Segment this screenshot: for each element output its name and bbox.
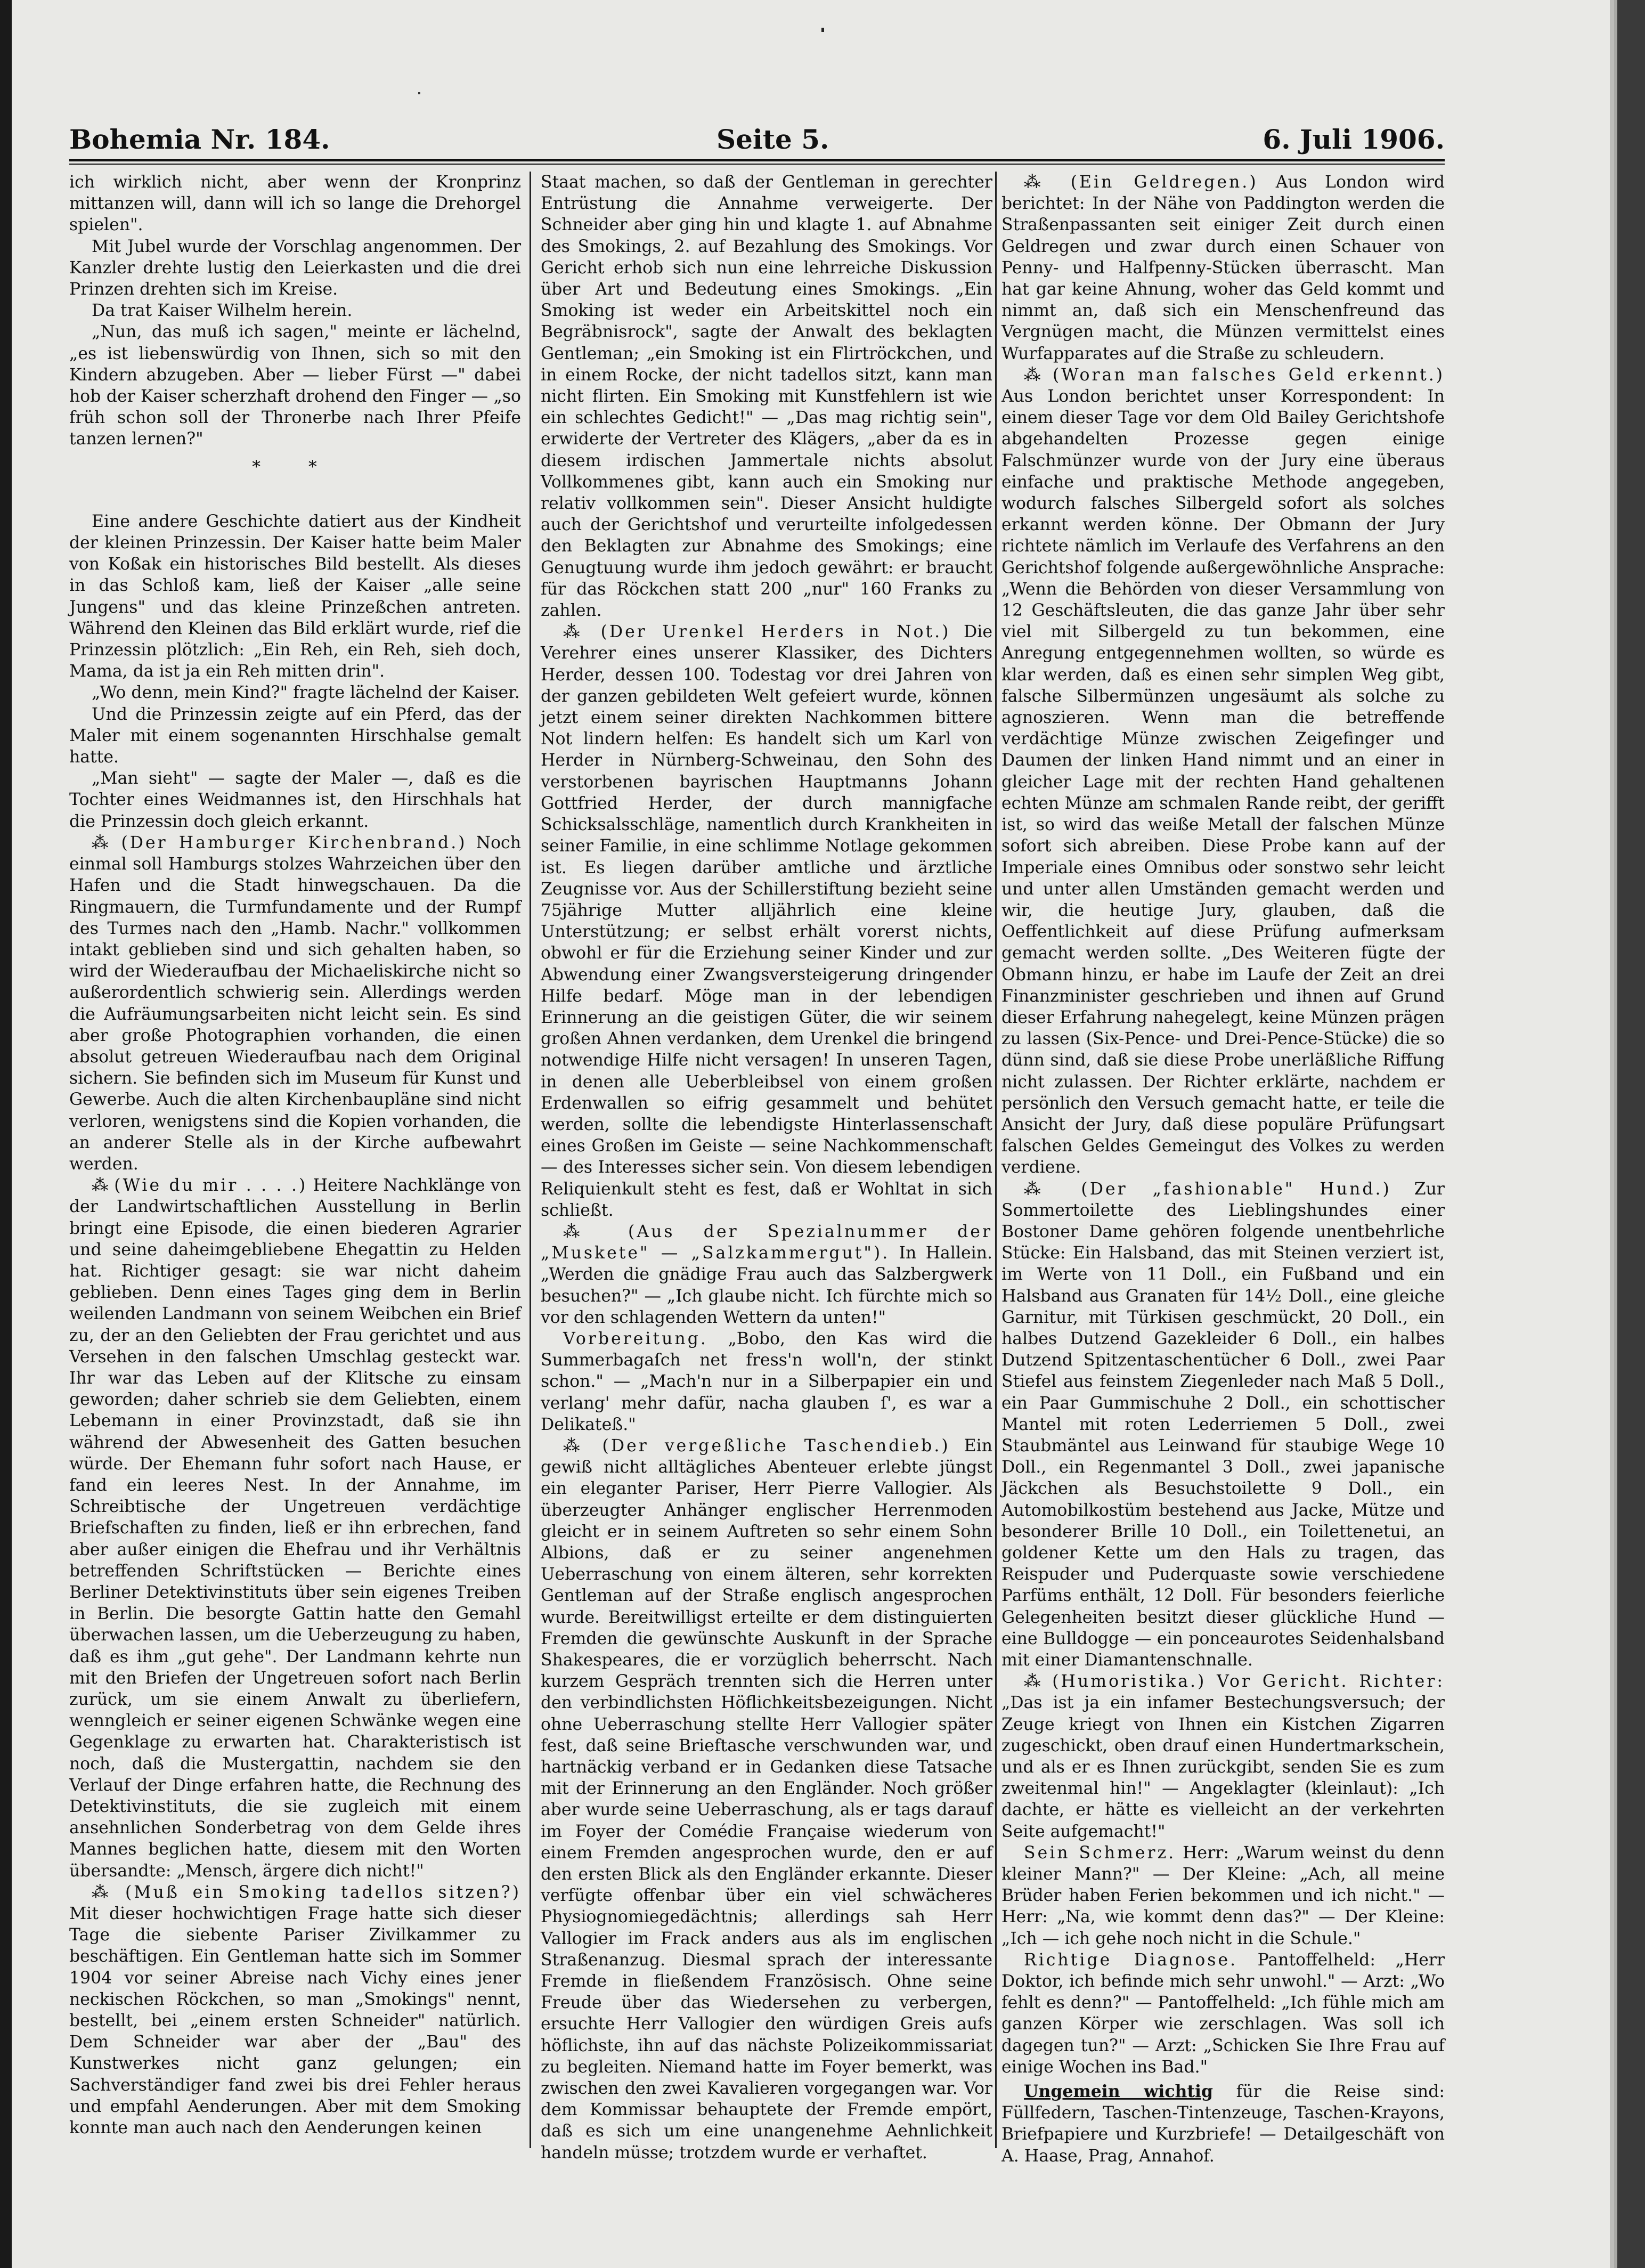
- article-heading: Richtige Diagnose.: [1024, 1950, 1238, 1970]
- advertisement-heading: Ungemein wichtig: [1024, 2082, 1213, 2102]
- newspaper-page: [12, 0, 1610, 2268]
- article-body: Aus London berichtet unser Korrespondent: In einem dieser Tage vor dem Old Bailey Gerichtshofe abgehandelten Prozesse gegen einige Falschmünzer wurde von der Jury eine überaus einfache und praktische Methode angegeben, wodurch falsches Silbergeld sofort als solches erkannt werden könne. Der Obmann der Jury richtete nämlich im Verlaufe des Verfahrens an den Gerichtshof folgende außergewöhnliche Ansprache: „Wenn die Behörden von dieser Versammlung von 12 Geschäftsleuten, die das ganze Jahr über sehr viel mit Silbergeld zu tun bekommen, eine Anregung entgegennehmen wollten, so würde es klar werden, daß es einen sehr simplen Weg gibt, falsche Silbermünzen ungesäumt als solche zu agnoszieren. Wenn man die betreffende verdächtige Münze zwischen Zeigefinger und Daumen der linken Hand nimmt und an einer in gleicher Lage mit der rechten Hand gehaltenen echten Münze am schmalen Rande reibt, der gerifft ist, so wird das weiße Metall der falschen Münze sofort sich abreiben. Diese Probe kann auf der Imperiale eines Omnibus oder sonstwo sehr leicht und unter allen Umständen gemacht werden und wir, die heutige Jury, glauben, daß die Oeffentlichkeit auf diese Prüfung aufmerksam gemacht werden sollte. „Des Weiteren fügte der Obmann hinzu, er habe im Laufe der Zeit an drei Finanzminister geschrieben und ihnen auf Grund dieser Erfahrung nahegelegt, keine Münzen prägen zu lassen (Six-Pence- und Drei-Pence-Stücke) die so dünn sind, daß sie diese Probe unerläßliche Riffung nicht zulassen. Der Richter erklärte, nachdem er persönlich den Versuch gemacht hatte, er teile die Ansicht der Jury, daß diese populäre Prüfungsart falschen Geldes Gemeingut des Volkes zu werden verdiene.: [1001, 387, 1445, 1177]
- column-rule: [530, 172, 531, 2148]
- column-1: [69, 172, 521, 2153]
- header-date: 6. Juli 1906.: [1263, 124, 1445, 155]
- article: ⁂ (Der Urenkel Herders in Not.) Die Verehrer eines unserer Klassiker, des Dichters Herder, dessen 100. Todestag vor drei Jahren von der ganzen gebildeten Welt gefeiert wurde, können jetzt einem seiner direkten Nachkommen bittere Not lindern helfen: Es handelt sich um Karl von Herder in Nürnberg-Schweinau, den Sohn des verstorbenen bayrischen Hauptmanns Johann Gottfried Herder, der durch mannigfache Schicksalsschläge, namentlich durch Krankheiten in seiner Familie, in eine schlimme Notlage gekommen ist. Es liegen darüber amtliche und ärztliche Zeugnisse vor. Aus der Schillerstiftung bezieht seine 75jährige Mutter alljährlich eine kleine Unterstützung; er selbst erhält vorerst nichts, obwohl er für die Erziehung seiner Kinder und zur Abwendung einer Zwangsversteigerung dringender Hilfe bedarf. Möge man in der lebendigen Erinnerung an die geistigen Güter, die wir seinem großen Ahnen verdanken, dem Urenkel die bringend notwendige Hilfe nicht versagen! In unseren Tagen, in denen alle Ueberbleibsel von einem großen Erdenwallen so eifrig gesammelt und behütet werden, sollte die lebendigste Hinterlassenschaft eines Großen im Geiste — seine Nachkommenschaft — des Interesses sicher sein. Von diesem lebendigen Reliquienkult steht es fest, daß er Wohltat in sich schließt.: [541, 622, 993, 1220]
- paper-speck: [821, 28, 824, 32]
- article-heading: (Woran man falsches Geld erkennt.): [1053, 365, 1445, 385]
- paragraph: Da trat Kaiser Wilhelm herein.: [92, 301, 353, 321]
- article: ⁂ (Muß ein Smoking tadellos sitzen?) Mit dieser hochwichtigen Frage hatte sich dieser Tage die siebente Pariser Zivilkammer zu beschäftigen. Ein Gentleman hatte sich im Sommer 1904 vor seiner Abreise nach Vichy eines jener neckischen Röckchen, so man „Smokings" nennt, bestellt, bei „einem ersten Schneider" natürlich. Dem Schneider war aber der „Bau" des Kunstwerkes nicht ganz gelungen; ein Sachverständiger fand zwei bis drei Fehler heraus und empfahl Aenderungen. Aber mit dem Smoking konnte man auch nach den Aenderungen keinen: [69, 1882, 521, 2138]
- article-body: Ein gewiß nicht alltägliches Abenteuer erlebte jüngst ein eleganter Pariser, Herr Pierre Vallogier. Als überzeugter Anhänger englischer Herrenmoden gleicht er in seinem Auftreten so sehr einem Sohn Albions, daß er zu seiner angenehmen Ueberraschung von einem älteren, sehr korrekten Gentleman auf der Straße englisch angesprochen wurde. Bereitwilligst erteilte er dem distinguierten Fremden die gewünschte Auskunft in der Sprache Shakespeares, die er vorzüglich beherrscht. Nach kurzem Gespräch trennten sich die Herren unter den verbindlichsten Höflichkeitsbezeigungen. Nicht ohne Ueberraschung stellte Herr Vallogier später fest, daß seine Brieftasche verschwunden war, und hartnäckig verband er in Gedanken diese Tatsache mit der Erinnerung an den Engländer. Noch größer aber wurde seine Ueberraschung, als er tags darauf im Foyer der Comédie Française wiederum von einem Fremden angesprochen wurde, den er auf den ersten Blick als den Engländer erkannte. Dieser verfügte offenbar über ein viel schwächeres Physiognomiegedächtnis; allerdings sah Herr Vallogier im Frack anders aus als im englischen Straßenanzug. Diesmal sprach der interessante Fremde in fließendem Französisch. Ohne seine Freude über das Wiedersehen zu verbergen, ersuchte Herr Vallogier den würdigen Greis aufs höflichste, ihn auf das nächste Polizeikommissariat zu begleiten. Niemand hatte im Foyer bemerkt, was zwischen den zwei Kavalieren vorgegangen war. Vor dem Kommissar behauptete der Fremde empört, daß es sich um eine unangenehme Aehnlichkeit handeln müsse; trotzdem wurde er verhaftet.: [541, 1436, 993, 2163]
- article: ⁂ (Der Hamburger Kirchenbrand.) Noch einmal soll Hamburgs stolzes Wahrzeichen über den Hafen und die Stadt hinwegschauen. Da die Ringmauern, die Turmfundamente und der Rumpf des Turmes nach den „Hamb. Nachr." vollkommen intakt geblieben sind und sich gehalten haben, so wird der Wiederaufbau der Michaeliskirche nicht so außerordentlich schwierig sein. Allerdings werden die Aufräumungsarbeiten nicht leicht sein. Es sind aber große Photographien vorhanden, die einen absolut getreuen Wiederaufbau nach dem Original sichern. Sie befinden sich im Museum für Kunst und Gewerbe. Auch die alten Kirchenbaupläne sind nicht verloren, wenigstens sind die Kopien vorhanden, die an anderer Stelle als in der Kirche aufbewahrt werden.: [69, 833, 521, 1174]
- article: [1001, 1949, 1445, 2078]
- article-body: Zur Sommertoilette des Lieblingshundes einer Bostoner Dame gehören folgende unentbehrliche Stücke: Ein Halsband, das mit Steinen verziert ist, im Werte von 11 Doll., ein Fußband und ein Halsband aus Granaten für 14½ Doll., eine gleiche Garnitur, mit Türkisen geschmückt, 20 Doll., ein halbes Dutzend Gazekleider 6 Doll., ein halbes Dutzend Spitzentaschentücher 6 Doll., zwei Paar Stiefel aus feinstem Ziegenleder nach Maß 5 Doll., ein Paar Gummischuhe 2 Doll., ein schottischer Mantel mit roten Lederriemen 5 Doll., zwei Staubmäntel aus Leinwand für staubige Wege 10 Doll., ein Regenmantel 3 Doll., zwei japanische Jäckchen als Besuchstoilette 9 Doll., ein Automobilkostüm bestehend aus Jacke, Mütze und besonderer Brille 10 Doll., ein Toilettenetui, an goldener Kette um den Hals zu tragen, das Reispuder und Puderquaste sowie verschiedene Parfüms enthält, 12 Doll. Für besonders feierliche Gelegenheiten besitzt dieser glückliche Hund — eine Bulldogge — ein ponceaurotes Seidenhalsband mit einer Diamantenschnalle.: [1001, 1179, 1445, 1670]
- article: [541, 1328, 992, 1435]
- article: ⁂ (Woran man falsches Geld erkennt.) Aus London berichtet unser Korrespondent: In einem dieser Tage vor dem Old Bailey Gerichtshofe abgehandelten Prozesse gegen einige Falschmünzer wurde von der Jury eine überaus einfache und praktische Methode angegeben, wodurch falsches Silbergeld sofort als solches erkannt werden könne. Der Obmann der Jury richtete nämlich im Verlaufe des Verfahrens an den Gerichtshof folgende außergewöhnliche Ansprache: „Wenn die Behörden von dieser Versammlung von 12 Geschäftsleuten, die das ganze Jahr über sehr viel mit Silbergeld zu tun bekommen, eine Anregung entgegennehmen wollten, so würde es klar werden, daß es einen sehr simplen Weg gibt, falsche Silbermünzen ungesäumt als solche zu agnoszieren. Wenn man die betreffende verdächtige Münze zwischen Zeigefinger und Daumen der linken Hand nimmt und an einer in gleicher Lage mit der rechten Hand gehaltenen echten Münze am schmalen Rande reibt, der gerifft ist, so wird das weiße Metall der falschen Münze sofort sich abreiben. Diese Probe kann auf der Imperiale eines Omnibus oder sonstwo sehr leicht und unter allen Umständen gemacht werden und wir, die heutige Jury, glauben, daß die Oeffentlichkeit auf diese Prüfung aufmerksam gemacht werden sollte. „Des Weiteren fügte der Obmann hinzu, er habe im Laufe der Zeit an drei Finanzminister geschrieben und ihnen auf Grund dieser Erfahrung nahegelegt, keine Münzen prägen zu lassen (Six-Pence- und Drei-Pence-Stücke) die so dünn sind, daß sie diese Probe unerläßliche Riffung nicht zulassen. Der Richter erklärte, nachdem er persönlich den Versuch gemacht hatte, er teile die Ansicht der Jury, daß diese populäre Prüfungsart falschen Geldes Gemeingut des Volkes zu werden verdiene.: [1001, 365, 1445, 1177]
- article-body: Herr: „Warum weinst du denn kleiner Mann?" — Der Kleine: „Ach, all meine Brüder haben Ferien bekommen und ich nicht." — Herr: „Na, wie kommt denn das?" — Der Kleine: „Ich — ich gehe noch nicht in die Schule.": [1001, 1843, 1445, 1948]
- article-heading: (Muß ein Smoking tadellos sitzen?): [125, 1882, 521, 1902]
- header-rule: [69, 159, 1445, 161]
- article-heading: (Ein Geldregen.): [1070, 173, 1258, 192]
- article: ⁂ (Der „fashionable" Hund.) Zur Sommertoilette des Lieblingshundes einer Bostoner Dame gehören folgende unentbehrliche Stücke: Ein Halsband, das mit Steinen verziert ist, im Werte von 11 Doll., ein Fußband und ein Halsband aus Granaten für 14½ Doll., eine gleiche Garnitur, mit Türkisen geschmückt, 20 Doll., ein halbes Dutzend Gazekleider 6 Doll., ein halbes Dutzend Spitzentaschentücher 6 Doll., zwei Paar Stiefel aus feinstem Ziegenleder nach Maß 5 Doll., ein Paar Gummischuhe 2 Doll., ein schottischer Mantel mit roten Lederriemen 5 Doll., zwei Staubmäntel aus Leinwand für staubige Wege 10 Doll., ein Regenmantel 3 Doll., zwei japanische Jäckchen als Besuchstoilette 9 Doll., ein Automobilkostüm bestehend aus Jacke, Mütze und besonderer Brille 10 Doll., ein Toilettenetui, an goldener Kette um den Hals zu tragen, das Reispuder und Puderquaste sowie verschiedene Parfüms enthält, 12 Doll. Für besonders feierliche Gelegenheiten besitzt dieser glückliche Hund — eine Bulldogge — ein ponceaurotes Seidenhalsband mit einer Diamantenschnalle.: [1001, 1179, 1445, 1670]
- section-divider: * *: [252, 457, 338, 477]
- advertisement-body: für die Reise sind: Füllfedern, Taschen-Tintenzeuge, Taschen-Krayons, Briefpapiere und Kurzbriefe! — Detailgeschäft von A. Haase, Prag, Annahof.: [1001, 2082, 1445, 2166]
- article: ⁂ (Ein Geldregen.) Aus London wird berichtet: In der Nähe von Paddington werden die Straßenpassanten seit einiger Zeit durch einen Geldregen und zwar durch einen Schauer von Penny- und Halfpenny-Stücken überrascht. Man hat gar keine Ahnung, woher das Geld kommt und nimmt an, daß sich ein Menschenfreund das Vergnügen macht, die Münzen vermittelst eines Wurfapparates auf die Straße zu schleudern.: [1001, 173, 1445, 363]
- article-heading: (Wie du mir . . . .): [114, 1176, 308, 1196]
- paragraph: Und die Prinzessin zeigte auf ein Pferd, das der Maler mit einem sogenannten Hirschhalse gemalt hatte.: [69, 704, 521, 767]
- paragraph: Mit Jubel wurde der Vorschlag angenommen. Der Kanzler drehte lustig den Leierkasten und die drei Prinzen drehten sich im Kreise.: [69, 237, 521, 299]
- article-heading: (Der Urenkel Herders in Not.): [600, 622, 951, 642]
- article-body: Noch einmal soll Hamburgs stolzes Wahrzeichen über den Hafen und die Stadt hinwegschauen. Da die Ringmauern, die Turmfundamente und der Rumpf des Turmes nach den „Hamb. Nachr." vollkommen intakt geblieben sind und sich gehalten haben, so wird der Wiederaufbau der Michaeliskirche nicht so außerordentlich schwierig sein. Allerdings werden die Aufräumungsarbeiten nicht leicht sein. Es sind aber große Photographien vorhanden, die einen absolut getreuen Wiederaufbau nach dem Original sichern. Sie befinden sich im Museum für Kunst und Gewerbe. Auch die alten Kirchenbaupläne sind nicht verloren, wenigstens sind die Kopien vorhanden, die an anderer Stelle als in der Kirche aufbewahrt werden.: [69, 833, 521, 1174]
- paragraph: Staat machen, so daß der Gentleman in gerechter Entrüstung die Annahme verweigerte. Der Schneider aber ging hin und klagte 1. auf Abnahme des Smokings, 2. auf Bezahlung des Smokings. Vor Gericht erhob sich nun eine lehrreiche Diskussion über Art und Bedeutung eines Smokings. „Ein Smoking ist weder ein Arbeitskittel noch ein Begräbnisrock", sagte der Anwalt des beklagten Gentleman; „ein Smoking ist ein Flirtröckchen, und in einem Rocke, der nicht tadellos sitzt, kann man nicht flirten. Ein Smoking mit Kunstfehlern ist wie ein schlechtes Gedicht!" — „Das mag richtig sein", erwiderte der Vertreter des Klägers, „aber da es in diesem irdischen Jammertale nichts absolut Vollkommenes gibt, kann auch ein Smoking nur relativ vollkommen sein". Dieser Ansicht huldigte auch der Gerichtshof und verurteilte infolgedessen den Beklagten zur Abnahme des Smokings; eine Genugtuung wurde ihm jedoch gewährt: er braucht für das Röckchen statt 200 „nur" 160 Franks zu zahlen.: [541, 173, 992, 621]
- article: ⁂ (Wie du mir . . . .) Heitere Nachklänge von der Landwirtschaftlichen Ausstellung in Berlin bringt eine Episode, die einen biederen Agrarier und seine daheimgebliebene Ehegattin zu Helden hat. Richtiger gesagt: sie war nicht daheim geblieben. Denn eines Tages ging dem in Berlin weilenden Landmann von seinem Weibchen ein Brief zu, der an den Geliebten der Frau gerichtet und aus Versehen in den falschen Umschlag gesteckt war. Ihr war das Leben auf der Klitsche zu einsam geworden; daher schrieb sie dem Geliebten, einem Lebemann in einer Provinzstadt, daß sie ihn während der Abwesenheit des Gatten besuchen würde. Der Ehemann fuhr sofort nach Hause, er fand ein leeres Nest. In der Annahme, im Schreibtische der Ungetreuen verdächtige Briefschaften zu finden, ließ er ihn erbrechen, fand aber außer einigen die Ehefrau und ihr Verhältnis betreffenden Schriftstücken — Berichte eines Berliner Detektivinstituts über sein eigenes Treiben in Berlin. Die besorgte Gattin hatte den Gemahl überwachen lassen, um die Ueberzeugung zu haben, daß es ihm „gut gehe". Der Landmann kehrte nun mit den Briefen der Ungetreuen sofort nach Berlin zurück, um sie einem Anwalt zu überliefern, wenngleich er seiner eigenen Schwänke wegen eine Gegenklage zu erwarten hat. Charakteristisch ist noch, daß die Mustergattin, nachdem sie den Verlauf der Dinge erfahren hatte, die Rechnung des Detektivinstituts, die sie zugleich mit einem ansehnlichen Sonderbetrag von dem Gelde ihres Mannes beglichen hatte, diesem mit den Worten übersandte: „Mensch, ärgere dich nicht!": [69, 1176, 522, 1881]
- article-heading: Sein Schmerz.: [1024, 1843, 1176, 1863]
- article: ⁂ (Der vergeßliche Taschendieb.) Ein gewiß nicht alltägliches Abenteuer erlebte jüngst ein eleganter Pariser, Herr Pierre Vallogier. Als überzeugter Anhänger englischer Herrenmoden gleicht er in seinem Auftreten so sehr einem Sohn Albions, daß er zu seiner angenehmen Ueberraschung von einem älteren, sehr korrekten Gentleman auf der Straße englisch angesprochen wurde. Bereitwilligst erteilte er dem distinguierten Fremden die gewünschte Auskunft in der Sprache Shakespeares, die er vorzüglich beherrscht. Nach kurzem Gespräch trennten sich die Herren unter den verbindlichsten Höflichkeitsbezeigungen. Nicht ohne Ueberraschung stellte Herr Vallogier später fest, daß seine Brieftasche verschwunden war, und hartnäckig verband er in Gedanken diese Tatsache mit der Erinnerung an den Engländer. Noch größer aber wurde seine Ueberraschung, als er tags darauf im Foyer der Comédie Française wiederum von einem Fremden angesprochen wurde, den er auf den ersten Blick als den Engländer erkannte. Dieser verfügte offenbar über ein viel schwächeres Physiognomiegedächtnis; allerdings sah Herr Vallogier im Frack anders aus als im englischen Straßenanzug. Diesmal sprach der interessante Fremde in fließendem Französisch. Ohne seine Freude über das Wiedersehen zu verbergen, ersuchte Herr Vallogier den würdigen Greis aufs höflichste, ihn auf das nächste Polizeikommissariat zu begleiten. Niemand hatte im Foyer bemerkt, was zwischen den zwei Kavalieren vorgegangen war. Vor dem Kommissar behauptete der Fremde empört, daß es sich um eine unangenehme Aehnlichkeit handeln müsse; trotzdem wurde er verhaftet.: [541, 1436, 993, 2163]
- paragraph: „Nun, das muß ich sagen," meinte er lächelnd, „es ist liebenswürdig von Ihnen, sich so mit den Kindern abzugeben. Aber — lieber Fürst —" dabei hob der Kaiser scherzhaft drohend den Finger — „so früh schon soll der Thronerbe nach Ihrer Pfeife tanzen lernen?": [69, 322, 521, 449]
- article-body: Heitere Nachklänge von der Landwirtschaftlichen Ausstellung in Berlin bringt eine Episode, die einen biederen Agrarier und seine daheimgebliebene Ehegattin zu Helden hat. Richtiger gesagt: sie war nicht daheim geblieben. Denn eines Tages ging dem in Berlin weilenden Landmann von seinem Weibchen ein Brief zu, der an den Geliebten der Frau gerichtet und aus Versehen in den falschen Umschlag gesteckt war. Ihr war das Leben auf der Klitsche zu einsam geworden; daher schrieb sie dem Geliebten, einem Lebemann in einer Provinzstadt, daß sie ihn während der Abwesenheit des Gatten besuchen würde. Der Ehemann fuhr sofort nach Hause, er fand ein leeres Nest. In der Annahme, im Schreibtische der Ungetreuen verdächtige Briefschaften zu finden, ließ er ihn erbrechen, fand aber außer einigen die Ehefrau und ihr Verhältnis betreffenden Schriftstücken — Berichte eines Berliner Detektivinstituts über sein eigenes Treiben in Berlin. Die besorgte Gattin hatte den Gemahl überwachen lassen, um die Ueberzeugung zu haben, daß es ihm „gut gehe". Der Landmann kehrte nun mit den Briefen der Ungetreuen sofort nach Berlin zurück, um sie einem Anwalt zu überliefern, wenngleich er seiner eigenen Schwänke wegen eine Gegenklage zu erwarten hat. Charakteristisch ist noch, daß die Mustergattin, nachdem sie den Verlauf der Dinge erfahren hatte, die Rechnung des Detektivinstituts, die sie zugleich mit einem ansehnlichen Sonderbetrag von dem Gelde ihres Mannes beglichen hatte, diesem mit den Worten übersandte: „Mensch, ärgere dich nicht!": [69, 1176, 522, 1881]
- column-3: [1001, 172, 1445, 2166]
- scan-edge: [0, 0, 12, 2268]
- article-body: „Das ist ja ein infamer Bestechungsversuch; der Zeuge kriegt von Ihnen ein Kistchen Zigarren zugeschickt, oben drauf einen Hundertmarkschein, und als er es Ihnen zurückgibt, senden Sie es zum zweitenmal hin!" — Angeklagter (kleinlaut): „Ich dachte, er hätte es vielleicht an der verkehrten Seite aufgemacht!": [1001, 1693, 1445, 1841]
- article-body: Die Verehrer eines unserer Klassiker, des Dichters Herder, dessen 100. Todestag vor drei Jahren von der ganzen gebildeten Welt gefeiert wurde, können jetzt einem seiner direkten Nachkommen bittere Not lindern helfen: Es handelt sich um Karl von Herder in Nürnberg-Schweinau, den Sohn des verstorbenen bayrischen Hauptmanns Johann Gottfried Herder, der durch mannigfache Schicksalsschläge, namentlich durch Krankheiten in seiner Familie, in eine schlimme Notlage gekommen ist. Es liegen darüber amtliche und ärztliche Zeugnisse vor. Aus der Schillerstiftung bezieht seine 75jährige Mutter alljährlich eine kleine Unterstützung; er selbst erhält vorerst nichts, obwohl er für die Erziehung seiner Kinder und zur Abwendung einer Zwangsversteigerung dringender Hilfe bedarf. Möge man in der lebendigen Erinnerung an die geistigen Güter, die wir seinem großen Ahnen verdanken, dem Urenkel die bringend notwendige Hilfe nicht versagen! In unseren Tagen, in denen alle Ueberbleibsel von einem großen Erdenwallen so eifrig gesammelt und behütet werden, sollte die lebendigste Hinterlassenschaft eines Großen im Geiste — seine Nachkommenschaft — des Interesses sicher sein. Von diesem lebendigen Reliquienkult steht es fest, daß er Wohltat in sich schließt.: [541, 622, 993, 1220]
- article-body: Mit dieser hochwichtigen Frage hatte sich dieser Tage die siebente Pariser Zivilkammer zu beschäftigen. Ein Gentleman hatte sich im Sommer 1904 vor seiner Abreise nach Vichy eines jener neckischen Röckchen, so man „Smokings" nennt, bestellt, bei „einem ersten Schneider" natürlich. Dem Schneider war aber der „Bau" des Kunstwerkes nicht ganz gelungen; ein Sachverständiger fand zwei bis drei Fehler heraus und empfahl Aenderungen. Aber mit dem Smoking konnte man auch nach den Aenderungen keinen: [69, 1904, 521, 2138]
- article-body: „Bobo, den Kas wird die Summerbagaſch net fress'n woll'n, der stinkt schon." — „Mach'n nur in a Silberpapier ein und verlang' mehr dafür, nacha glauben ſ', es war a Delikateß.": [541, 1329, 992, 1434]
- paragraph: ich wirklich nicht, aber wenn der Kronprinz mittanzen will, dann will ich so lange die Drehorgel spielen".: [69, 173, 521, 235]
- advertisement: [1001, 2081, 1445, 2167]
- header-page-number: Seite 5.: [716, 124, 829, 155]
- article-body: Pantoffelheld: „Herr Doktor, ich befinde mich sehr unwohl." — Arzt: „Wo fehlt es denn?" — Pantoffelheld: „Ich fühle mich am ganzen Körper wie zerschlagen. Was soll ich dagegen tun?" — Arzt: „Schicken Sie Ihre Frau auf einige Wochen ins Bad.": [1001, 1950, 1445, 2077]
- page-header: [69, 124, 1445, 161]
- article-body: Aus London wird berichtet: In der Nähe von Paddington werden die Straßenpassanten seit einiger Zeit durch einen Geldregen und zwar durch einen Schauer von Penny- und Halfpenny-Stücken überrascht. Man hat gar keine Ahnung, woher das Geld kommt und nimmt an, daß sich ein Menschenfreund das Vergnügen macht, die Münzen vermittelst eines Wurfapparates auf die Straße zu schleudern.: [1001, 173, 1445, 363]
- article: ⁂ (Aus der Spezialnummer der „Muskete" — „Salzkammergut"). In Hallein. „Werden die gnädige Frau auch das Salzbergwerk besuchen?" — „Ich glaube nicht. Ich fürchte mich so vor den schlagenden Wettern da unten!": [541, 1222, 993, 1327]
- article-heading: (Der „fashionable" Hund.): [1081, 1179, 1391, 1199]
- paragraph: „Man sieht" — sagte der Maler —, daß es die Tochter eines Weidmannes ist, den Hirschhals hat die Prinzessin doch gleich erkannt.: [69, 769, 521, 831]
- article-heading: Vorbereitung.: [563, 1329, 708, 1348]
- article: ⁂ (Humoristika.) Vor Gericht. Richter: „Das ist ja ein infamer Bestechungsversuch; der Zeuge kriegt von Ihnen ein Kistchen Zigarren zugeschickt, oben drauf einen Hundertmarkschein, und als er es Ihnen zurückgibt, senden Sie es zum zweitenmal hin!" — Angeklagter (kleinlaut): „Ich dachte, er hätte es vielleicht an der verkehrten Seite aufgemacht!": [1001, 1672, 1445, 1841]
- article-heading: (Aus der Spezialnummer der „Muskete" — „Salzkammergut").: [541, 1222, 993, 1263]
- paragraph: „Wo denn, mein Kind?" fragte lächelnd der Kaiser.: [92, 683, 520, 703]
- column-rule: [995, 172, 997, 2148]
- article: [1001, 1842, 1445, 1949]
- article-heading: (Der vergeßliche Taschendieb.): [602, 1436, 950, 1456]
- article-heading: (Der Hamburger Kirchenbrand.): [121, 833, 467, 852]
- header-publication: Bohemia Nr. 184.: [69, 124, 330, 155]
- column-2: [541, 172, 993, 2163]
- paragraph: Eine andere Geschichte datiert aus der Kindheit der kleinen Prinzessin. Der Kaiser hatte beim Maler von Koßak ein historisches Bild bestellt. Als dieses in das Schloß kam, ließ der Kaiser „alle seine Jungens" und das kleine Prinzeßchen antreten. Während den Kleinen das Bild erklärt wurde, rief die Prinzessin plötzlich: „Ein Reh, ein Reh, sieh doch, Mama, da ist ja ein Reh mitten drin".: [69, 511, 521, 681]
- article-heading: (Humoristika.) Vor Gericht. Richter:: [1052, 1672, 1445, 1692]
- header-rule-thin: [69, 164, 1445, 165]
- article-body: In Hallein. „Werden die gnädige Frau auch das Salzbergwerk besuchen?" — „Ich glaube nicht. Ich fürchte mich so vor den schlagenden Wettern da unten!": [541, 1243, 992, 1327]
- paper-speck: [418, 92, 420, 94]
